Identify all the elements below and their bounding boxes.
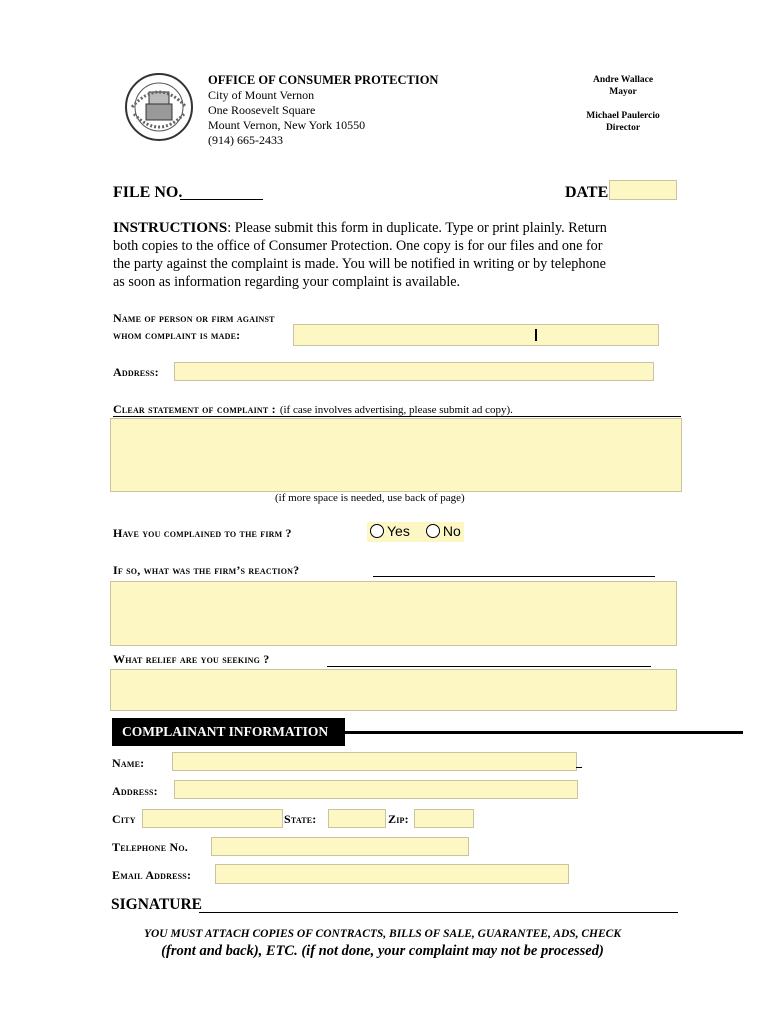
director-name: Michael Paulercio (586, 111, 660, 121)
signature-line[interactable] (199, 912, 678, 913)
complainant-name-line-end (576, 767, 582, 768)
statement-field[interactable] (110, 418, 682, 492)
instructions-label: INSTRUCTIONS (113, 220, 228, 236)
firm-address-label: Address: (113, 365, 159, 379)
firm-name-label-line2: whom complaint is made: (113, 328, 241, 342)
office-city: City of Mount Vernon (208, 88, 315, 102)
office-address-line1: One Roosevelt Square (208, 103, 316, 117)
statement-rule (113, 416, 681, 417)
reaction-field[interactable] (110, 581, 677, 646)
section-rule (345, 731, 743, 734)
complainant-section-header (112, 718, 345, 746)
date-label: DATE (565, 184, 609, 201)
complainant-name-label: Name: (112, 756, 145, 770)
yes-radio[interactable] (370, 523, 410, 540)
office-address-line2: Mount Vernon, New York 10550 (208, 118, 366, 132)
zip-label: Zip: (388, 812, 409, 826)
complainant-address-label: Address: (112, 784, 158, 798)
instructions-line4: as soon as information regarding your complaint is available. (113, 274, 461, 290)
firm-name-field[interactable] (293, 324, 659, 346)
text-cursor (535, 329, 537, 341)
instructions (113, 219, 673, 291)
date-field[interactable] (609, 180, 677, 200)
firm-name-label-line1: Name of person or firm against (113, 311, 275, 325)
director-title: Director (605, 123, 641, 133)
mayor-name: Andre Wallace (592, 75, 654, 85)
reaction-label: If so, what was the firm’s reaction? (113, 563, 300, 577)
instructions-line1: : Please submit this form in duplicate. Type or print plainly. Return (227, 220, 607, 236)
zip-field[interactable] (414, 809, 474, 828)
firm-address-field[interactable] (174, 362, 654, 381)
office-phone: (914) 665-2433 (208, 133, 283, 147)
mayor-title: Mayor (609, 87, 637, 97)
office-title: OFFICE OF CONSUMER PROTECTION (208, 73, 439, 87)
state-field[interactable] (328, 809, 386, 828)
no-radio-circle[interactable] (426, 524, 440, 538)
file-no-line[interactable] (180, 199, 263, 200)
city-label: City (112, 812, 136, 826)
signature-label: SIGNATURE (111, 896, 203, 913)
instructions-line2: both copies to the office of Consumer Protection. One copy is for our files and one for (113, 238, 603, 254)
instructions-line3: the party against the complaint is made. You will be notified in writing or by telephone (113, 256, 606, 272)
email-field[interactable] (215, 864, 569, 884)
relief-field[interactable] (110, 669, 677, 711)
space-note: (if more space is needed, use back of page) (275, 492, 465, 504)
statement-label: Clear statement of complaint : (113, 402, 276, 416)
telephone-field[interactable] (211, 837, 469, 856)
complainant-section-title: COMPLAINANT INFORMATION (122, 724, 329, 739)
reaction-line (373, 576, 655, 577)
yes-label: Yes (387, 523, 410, 539)
attach-notice-line2: (front and back), ETC. (if not done, your complaint may not be processed) (161, 943, 604, 959)
state-label: State: (284, 812, 317, 826)
relief-label: What relief are you seeking ? (113, 652, 270, 666)
attach-notice-line1: YOU MUST ATTACH COPIES OF CONTRACTS, BILLS OF SALE, GUARANTEE, ADS, CHECK (143, 928, 622, 940)
yes-radio-circle[interactable] (370, 524, 384, 538)
no-label: No (442, 523, 461, 539)
city-seal-logo (122, 72, 196, 142)
telephone-label: Telephone No. (112, 840, 188, 854)
no-radio[interactable] (426, 523, 461, 540)
city-field[interactable] (142, 809, 283, 828)
relief-line (327, 666, 651, 667)
email-label: Email Address: (112, 868, 192, 882)
complainant-address-field[interactable] (174, 780, 578, 799)
statement-note: (if case involves advertising, please submit ad copy). (279, 404, 513, 416)
complained-label: Have you complained to the firm ? (113, 526, 292, 540)
complainant-name-field[interactable] (172, 752, 577, 771)
file-no-label: FILE NO. (113, 184, 183, 201)
